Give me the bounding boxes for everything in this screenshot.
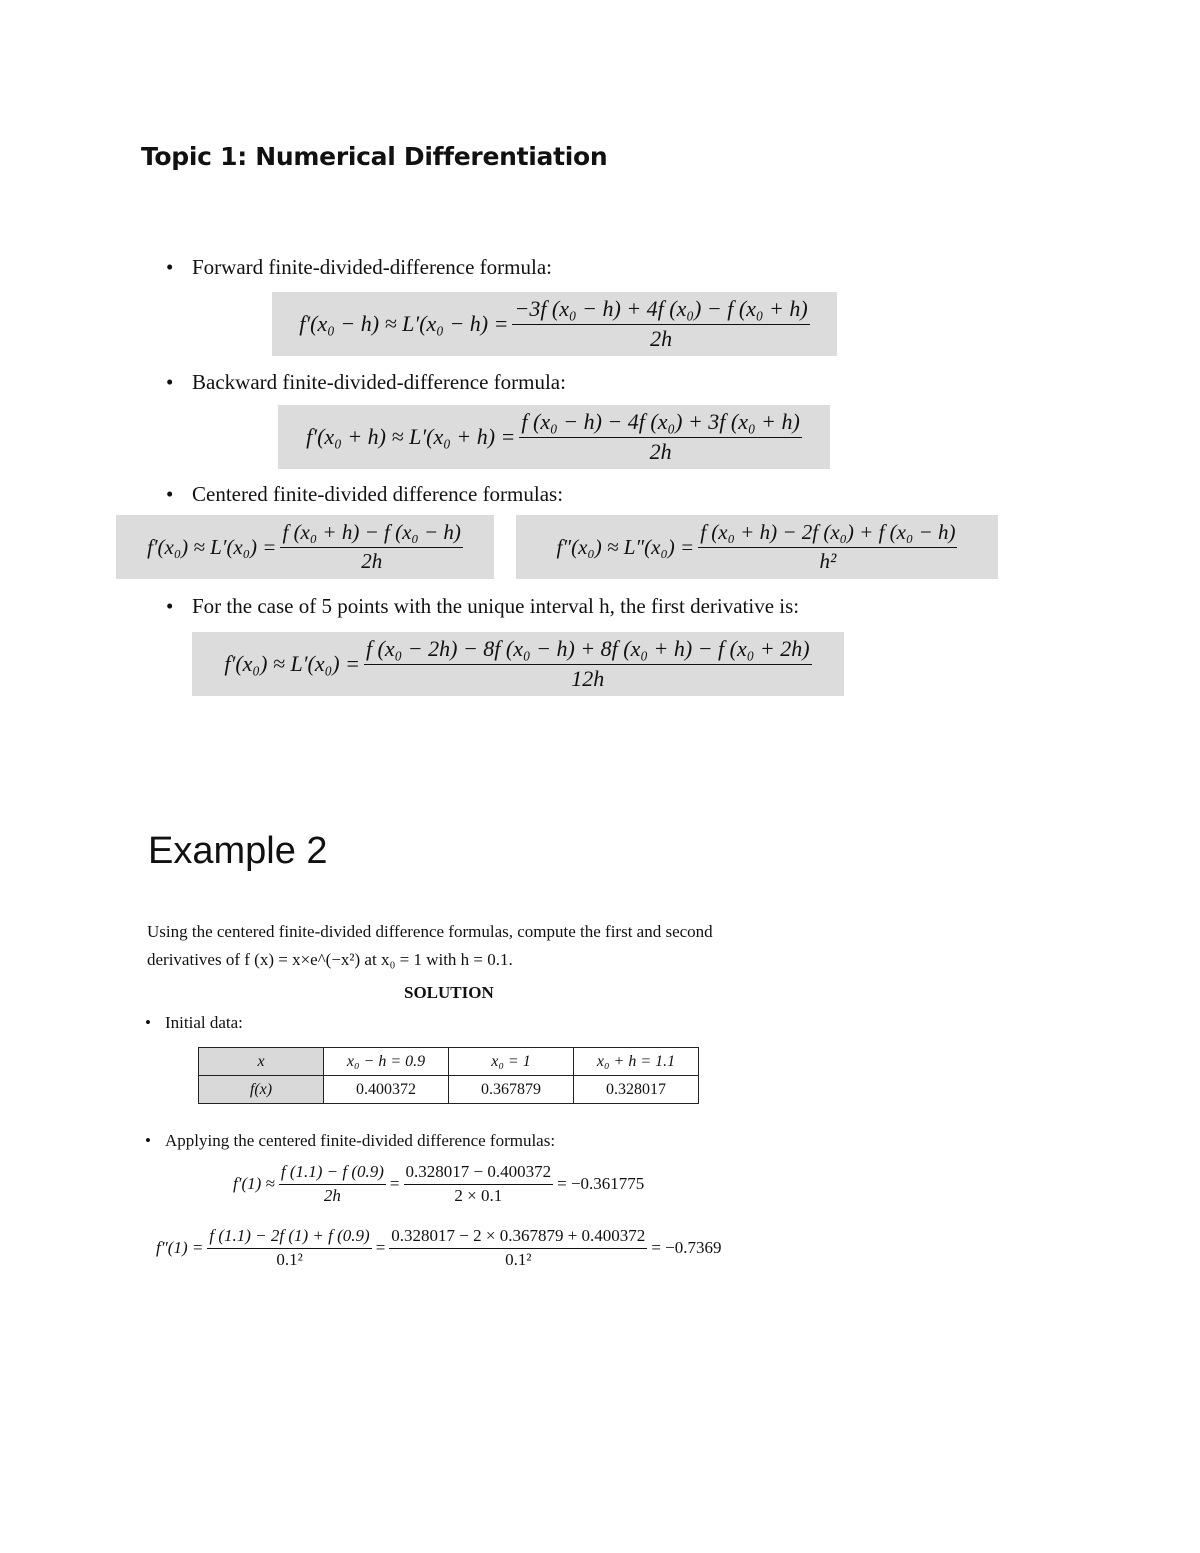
bullet-centered-text: Centered finite-divided difference formulas:	[192, 482, 564, 506]
bullet-backward	[166, 370, 566, 395]
bullet-five-point	[166, 594, 799, 619]
table-row	[199, 1076, 699, 1104]
table-cell: 0.400372	[324, 1076, 449, 1104]
bullet-applying	[145, 1131, 555, 1151]
five-point-numerator: f (x₀ − 2h) − 8f (x₀ − h) + 8f (x₀ + h) − f (x₀ + 2h)	[364, 636, 812, 665]
bullet-forward-text: Forward finite-divided-difference formula:	[192, 255, 552, 279]
bullet-dot-icon: •	[166, 370, 174, 394]
centered-second-numerator: f (x₀ + h) − 2f (x₀) + f (x₀ − h)	[698, 520, 957, 548]
forward-fraction	[512, 296, 809, 352]
bullet-five-point-text: For the case of 5 points with the unique interval h, the first derivative is:	[192, 594, 800, 618]
fraction-numerator: 0.328017 − 0.400372	[404, 1162, 554, 1185]
centered-second-denominator: h²	[819, 549, 837, 573]
solution-heading: SOLUTION	[404, 983, 494, 1002]
second-derivative-fraction-1	[207, 1226, 371, 1270]
backward-denominator: 2h	[649, 439, 672, 464]
first-derivative-lhs: f′(1) ≈	[233, 1174, 275, 1193]
table-cell: x₀ − h = 0.9	[324, 1048, 449, 1076]
table-cell: 0.328017	[574, 1076, 699, 1104]
table-row	[199, 1048, 699, 1076]
forward-lhs: f′(x₀ − h) ≈ L′(x₀ − h) =	[299, 311, 509, 336]
centered-first-denominator: 2h	[361, 549, 383, 573]
table-cell: x	[199, 1048, 324, 1076]
second-derivative-result: = −0.7369	[651, 1238, 722, 1257]
first-derivative-fraction-2	[404, 1162, 554, 1206]
five-point-denominator: 12h	[571, 666, 605, 691]
forward-denominator: 2h	[650, 326, 673, 351]
fraction-numerator: f (1.1) − 2f (1) + f (0.9)	[207, 1226, 371, 1249]
first-derivative-fraction-1	[279, 1162, 386, 1206]
five-point-fraction	[364, 636, 812, 692]
centered-first-fraction	[280, 520, 462, 574]
applying-text: Applying the centered finite-divided difference formulas:	[165, 1131, 556, 1150]
bullet-backward-text: Backward finite-divided-difference formula:	[192, 370, 566, 394]
centered-first-lhs: f′(x₀) ≈ L′(x₀) =	[147, 534, 277, 559]
fraction-numerator: 0.328017 − 2 × 0.367879 + 0.400372	[389, 1226, 647, 1249]
forward-numerator: −3f (x₀ − h) + 4f (x₀) − f (x₀ + h)	[512, 296, 809, 325]
bullet-dot-icon: •	[166, 255, 174, 279]
table-cell: x₀ = 1	[449, 1048, 574, 1076]
problem-line-1: Using the centered finite-divided difference formulas, compute the first and second	[147, 922, 713, 941]
bullet-centered	[166, 482, 563, 507]
backward-lhs: f′(x₀ + h) ≈ L′(x₀ + h) =	[306, 424, 516, 449]
backward-formula	[278, 405, 830, 469]
first-derivative-result: = −0.361775	[557, 1174, 645, 1193]
fraction-numerator: f (1.1) − f (0.9)	[279, 1162, 386, 1185]
centered-second-fraction	[698, 520, 957, 574]
fraction-denominator: 2 × 0.1	[454, 1186, 503, 1205]
table-cell: f(x)	[199, 1076, 324, 1104]
topic-title: Topic 1: Numerical Differentiation	[141, 142, 608, 171]
problem-line-2: derivatives of f (x) = x×e^(−x²) at x₀ = 1 with h = 0.1.	[147, 950, 513, 969]
bullet-dot-icon: •	[166, 482, 174, 506]
bullet-initial-data	[145, 1013, 243, 1033]
second-derivative-fraction-2	[389, 1226, 647, 1270]
bullet-dot-icon: •	[145, 1131, 151, 1150]
centered-second-lhs: f″(x₀) ≈ L″(x₀) =	[556, 534, 695, 559]
bullet-dot-icon: •	[145, 1013, 151, 1032]
forward-formula	[272, 292, 837, 356]
example-title: Example 2	[148, 830, 328, 872]
bullet-forward	[166, 255, 552, 280]
table-cell: x₀ + h = 1.1	[574, 1048, 699, 1076]
fraction-denominator: 2h	[323, 1186, 341, 1205]
centered-second-formula	[516, 515, 998, 579]
fraction-denominator: 0.1²	[276, 1250, 303, 1269]
initial-data-table	[198, 1047, 699, 1104]
second-derivative-lhs: f″(1) =	[156, 1238, 204, 1257]
fraction-denominator: 0.1²	[505, 1250, 532, 1269]
second-derivative-calc	[156, 1226, 722, 1270]
equals-sign: =	[389, 1174, 400, 1193]
bullet-dot-icon: •	[166, 594, 174, 618]
backward-numerator: f (x₀ − h) − 4f (x₀) + 3f (x₀ + h)	[519, 409, 801, 438]
first-derivative-calc	[233, 1162, 644, 1206]
five-point-formula	[192, 632, 844, 696]
table-cell: 0.367879	[449, 1076, 574, 1104]
centered-first-numerator: f (x₀ + h) − f (x₀ − h)	[280, 520, 462, 548]
equals-sign: =	[375, 1238, 386, 1257]
initial-data-text: Initial data:	[165, 1013, 243, 1032]
five-point-lhs: f′(x₀) ≈ L′(x₀) =	[224, 651, 360, 676]
centered-first-formula	[116, 515, 494, 579]
backward-fraction	[519, 409, 801, 465]
